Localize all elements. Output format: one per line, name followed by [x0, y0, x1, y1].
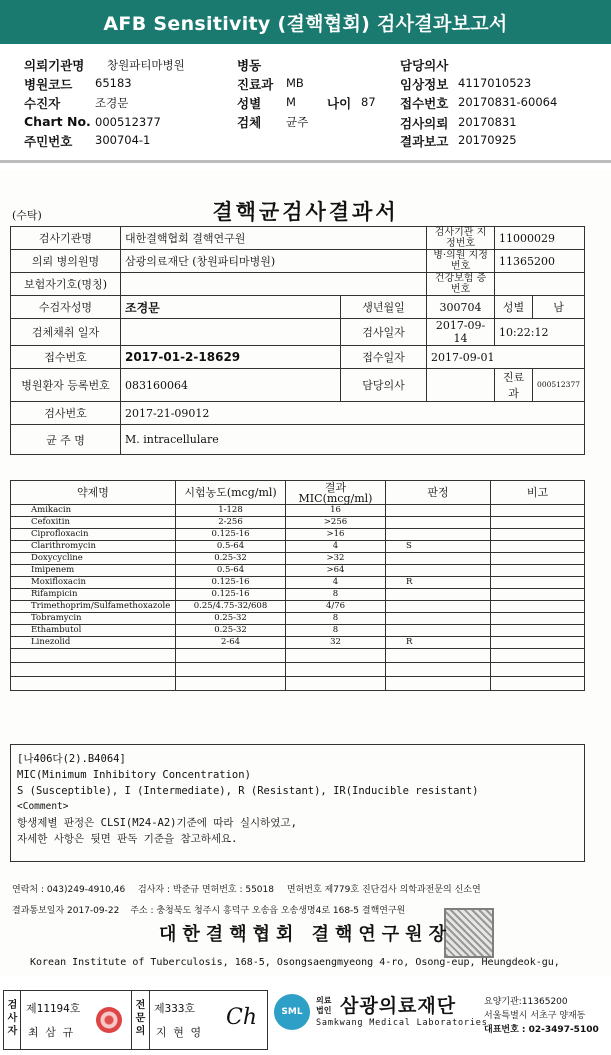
- birth-value: 300704: [427, 296, 495, 319]
- mic-empty-cell: [386, 677, 491, 691]
- dept-value: 000512377: [533, 369, 585, 402]
- hdr-value-specimen: 균주: [286, 115, 309, 129]
- hdr-label-client: 의뢰기관명: [24, 58, 85, 73]
- hdr-label-specimen: 검체: [237, 115, 262, 130]
- mic-drug: Tobramycin: [11, 613, 176, 625]
- mic-note: [491, 505, 585, 517]
- mic-note: [491, 541, 585, 553]
- receipt-date-label: 접수일자: [341, 346, 427, 369]
- remarks-box: [10, 744, 585, 862]
- mic-interp: [386, 565, 491, 577]
- mic-drug: Amikacin: [11, 505, 176, 517]
- mic-empty-cell: [386, 649, 491, 663]
- mic-empty-cell: [491, 663, 585, 677]
- strain-value: M. intracellulare: [121, 425, 585, 455]
- signature-box: [3, 990, 268, 1050]
- mic-row: [11, 625, 585, 637]
- mic-row: [11, 637, 585, 649]
- footer-date-line: [12, 903, 405, 916]
- hdr-value-clinical: 4117010523: [458, 76, 532, 90]
- patient-value: 조경문: [121, 296, 341, 319]
- mic-range: 0.125-16: [176, 589, 286, 601]
- hdr-label-doctor: 담당의사: [400, 58, 449, 73]
- mic-drug: Ethambutol: [11, 625, 176, 637]
- mic-note: [491, 637, 585, 649]
- mic-note: [491, 625, 585, 637]
- mic-drug: Linezolid: [11, 637, 176, 649]
- footer-examiner: 검사자 : 박준규 면허번호 : 55018: [138, 885, 274, 895]
- insurance-no-value: [495, 273, 585, 296]
- remarks-code: [나406다(2).B4064]: [17, 753, 126, 765]
- mic-range: 0.125-16: [176, 529, 286, 541]
- report-banner: AFB Sensitivity (결핵협회) 검사결과보고서: [0, 0, 611, 44]
- collect-label: 검체채취 일자: [11, 319, 121, 346]
- hdr-label-clinical: 임상정보: [400, 77, 449, 92]
- mic-empty-cell: [286, 649, 386, 663]
- mic-value: >64: [286, 565, 386, 577]
- client-label: 의뢰 병의원명: [11, 250, 121, 273]
- test-date-label: 검사일자: [341, 319, 427, 346]
- exam-org-no-value: 11000029: [495, 227, 585, 250]
- sex-value: 남: [533, 296, 585, 319]
- mic-value: 8: [286, 613, 386, 625]
- mic-interp: R: [386, 577, 491, 589]
- mic-value: 8: [286, 625, 386, 637]
- mic-interp: [386, 589, 491, 601]
- mic-note: [491, 553, 585, 565]
- mic-value: 4: [286, 541, 386, 553]
- hdr-label-patient: 수진자: [24, 96, 61, 111]
- footer-contact-line: [12, 882, 491, 895]
- remarks-mic: MIC(Minimum Inhibitory Concentration): [17, 769, 251, 781]
- specialist-name: 지 현 영: [156, 1026, 202, 1039]
- logo-sub-2: 법인: [316, 1006, 332, 1015]
- mic-interp: R: [386, 637, 491, 649]
- hdr-value-sex: M: [286, 95, 296, 109]
- reg-label: 병원환자 등록번호: [11, 369, 121, 402]
- consign-tag: (수탁): [12, 209, 42, 222]
- facility-code: 요양기관:11365200: [484, 997, 568, 1007]
- footer-report-date: 결과통보일자 2017-09-22: [12, 906, 120, 916]
- mic-empty-row: [11, 677, 585, 691]
- mic-empty-cell: [491, 677, 585, 691]
- mic-drug: Clarithromycin: [11, 541, 176, 553]
- hdr-label-report: 결과보고: [400, 134, 449, 149]
- receipt-date-value: 2017-09-01: [427, 346, 585, 369]
- mic-note: [491, 613, 585, 625]
- sex-label: 성별: [495, 296, 533, 319]
- logo-sub: [316, 996, 331, 1016]
- mic-row: [11, 601, 585, 613]
- mic-row: [11, 613, 585, 625]
- hdr-label-receipt: 접수번호: [400, 96, 449, 111]
- mic-header-mic: 결과 MIC(mcg/ml): [286, 481, 386, 505]
- hdr-label-ssn: 주민번호: [24, 134, 73, 149]
- logo-main: 삼광의료재단: [340, 995, 457, 1017]
- doctor-value: [427, 369, 495, 402]
- receipt-label: 접수번호: [11, 346, 121, 369]
- mic-range: 2-64: [176, 637, 286, 649]
- mic-interp: S: [386, 541, 491, 553]
- birth-label: 생년월일: [341, 296, 427, 319]
- client-no-label: 병·의원 지정번호: [427, 250, 495, 273]
- mic-interp: [386, 601, 491, 613]
- mic-empty-cell: [176, 663, 286, 677]
- examiner-seal: [96, 1007, 122, 1033]
- mic-note: [491, 601, 585, 613]
- client-no-value: 11365200: [495, 250, 585, 273]
- facility-phone: 대표번호 : 02-3497-5100: [484, 1025, 599, 1035]
- exam-org-value: 대한결핵협회 결핵연구원: [121, 227, 427, 250]
- mic-row: [11, 541, 585, 553]
- mic-header-note: 비고: [491, 481, 585, 505]
- remarks-legend: S (Susceptible), I (Intermediate), R (Resistant), IR(Inducible resistant): [17, 785, 479, 797]
- footer-address: 주소 : 충청북도 청주시 흥덕구 오송읍 오송생명4로 168-5 결핵연구원: [130, 906, 406, 916]
- mic-range: 0.25-32: [176, 625, 286, 637]
- mic-range: 0.25/4.75-32/608: [176, 601, 286, 613]
- mic-note: [491, 517, 585, 529]
- doctor-label: 담당의사: [341, 369, 427, 402]
- institute-name: 대한결핵협회 결핵연구원장: [159, 924, 452, 945]
- mic-interp: [386, 613, 491, 625]
- specialist-license-no: 제333호: [154, 1002, 196, 1015]
- strain-label: 균 주 명: [11, 425, 121, 455]
- mic-empty-row: [11, 663, 585, 677]
- mic-note: [491, 577, 585, 589]
- mic-row: [11, 505, 585, 517]
- mic-interp: [386, 625, 491, 637]
- hdr-value-patient: 조경문: [95, 96, 129, 110]
- mic-drug: Trimethoprim/Sulfamethoxazole: [11, 601, 176, 613]
- footer-license: 면허번호 제779호 진단검사 의학과전문의 신소연: [286, 885, 481, 895]
- mic-drug: Imipenem: [11, 565, 176, 577]
- examiner-license-no: 제11194호: [26, 1002, 81, 1015]
- mic-interp: [386, 553, 491, 565]
- mic-empty-cell: [11, 649, 176, 663]
- hdr-value-request: 20170831: [458, 115, 517, 129]
- logo-english: Samkwang Medical Laboratories: [316, 1018, 488, 1028]
- client-value: 삼광의료재단 (창원파티마병원): [121, 250, 427, 273]
- mic-range: 0.5-64: [176, 541, 286, 553]
- mic-empty-cell: [176, 649, 286, 663]
- remarks-comment-label: <Comment>: [17, 801, 69, 812]
- reg-value: 083160064: [121, 369, 341, 402]
- insurance-value: [121, 273, 427, 296]
- mic-note: [491, 589, 585, 601]
- hdr-value-report: 20170925: [458, 133, 517, 147]
- mic-empty-cell: [176, 677, 286, 691]
- mic-interp: [386, 505, 491, 517]
- mic-drug: Rifampicin: [11, 589, 176, 601]
- patient-label: 수검자성명: [11, 296, 121, 319]
- mic-value: 4: [286, 577, 386, 589]
- mic-header-range: 시험농도(mcg/ml): [176, 481, 286, 505]
- hdr-label-hospital-code: 병원코드: [24, 77, 73, 92]
- mic-empty-row: [11, 649, 585, 663]
- mic-interp: [386, 517, 491, 529]
- exam-no-value: 2017-21-09012: [121, 402, 585, 425]
- mic-value: 4/76: [286, 601, 386, 613]
- mic-value: 32: [286, 637, 386, 649]
- mic-note: [491, 565, 585, 577]
- hdr-label-chart: Chart No.: [24, 114, 91, 129]
- mic-range: 0.25-32: [176, 553, 286, 565]
- institute-english: Korean Institute of Tuberculosis, 168-5, Osongsaengmyeong 4-ro, Osong-eup, Heungdeok-gu,: [30, 957, 560, 968]
- hdr-value-dept: MB: [286, 76, 304, 90]
- mic-row: [11, 529, 585, 541]
- hdr-label-sex: 성별: [237, 96, 262, 111]
- mic-row: [11, 553, 585, 565]
- bottom-bar: [0, 986, 611, 1055]
- remarks-comment-2: 자세한 사항은 뒷면 판독 기준을 참고하세요.: [17, 833, 238, 845]
- scanned-report: [0, 170, 611, 975]
- hdr-value-age: 87: [361, 95, 376, 109]
- mic-drug: Ciprofloxacin: [11, 529, 176, 541]
- mic-range: 0.25-32: [176, 613, 286, 625]
- mic-value: >32: [286, 553, 386, 565]
- header-info: [0, 52, 611, 156]
- exam-org-label: 검사기관명: [11, 227, 121, 250]
- mic-empty-cell: [491, 649, 585, 663]
- logo-sub-1: 의료: [316, 996, 332, 1005]
- mic-interp: [386, 529, 491, 541]
- mic-empty-cell: [286, 677, 386, 691]
- mic-value: >256: [286, 517, 386, 529]
- specialist-vertical-label: 전문의: [135, 1000, 146, 1037]
- sml-logo-icon: SML: [274, 994, 310, 1030]
- mic-empty-cell: [386, 663, 491, 677]
- mic-empty-cell: [11, 663, 176, 677]
- hdr-value-receipt: 20170831-60064: [458, 95, 558, 109]
- mic-drug: Cefoxitin: [11, 517, 176, 529]
- patient-info-table: [10, 226, 585, 455]
- mic-range: 0.125-16: [176, 577, 286, 589]
- mic-row: [11, 565, 585, 577]
- examiner-vertical-label: 검사자: [7, 1000, 18, 1037]
- mic-range: 2-256: [176, 517, 286, 529]
- mic-table: [10, 480, 585, 691]
- mic-row: [11, 589, 585, 601]
- footer-contact: 연락처 : 043)249-4910,46: [12, 885, 126, 895]
- mic-row: [11, 517, 585, 529]
- mic-range: 0.5-64: [176, 565, 286, 577]
- hdr-value-chart: 000512377: [95, 115, 161, 129]
- hdr-label-dept: 진료과: [237, 77, 274, 92]
- insurance-label: 보험자기호(명칭): [11, 273, 121, 296]
- examiner-name: 최 삼 규: [28, 1026, 74, 1039]
- header-divider: [0, 160, 611, 163]
- mic-drug: Moxifloxacin: [11, 577, 176, 589]
- remarks-comment-1: 항생제별 판정은 CLSI(M24-A2)기준에 따라 실시하였고,: [17, 817, 297, 829]
- exam-org-no-label: 검사기관 지정번호: [427, 227, 495, 250]
- mic-value: 16: [286, 505, 386, 517]
- hdr-value-ssn: 300704-1: [95, 133, 151, 147]
- insurance-no-label: 건강보험 증번호: [427, 273, 495, 296]
- mic-note: [491, 529, 585, 541]
- hdr-value-hospital-code: 65183: [95, 76, 132, 90]
- facility-address: 서울특별시 서초구 양재동: [484, 1011, 586, 1021]
- hdr-value-client: 창원파티마병원: [107, 58, 185, 72]
- mic-empty-cell: [286, 663, 386, 677]
- mic-header-interp: 판정: [386, 481, 491, 505]
- mic-value: >16: [286, 529, 386, 541]
- mic-empty-cell: [11, 677, 176, 691]
- test-date-value: 2017-09-14: [427, 319, 495, 346]
- exam-no-label: 검사번호: [11, 402, 121, 425]
- receipt-value: 2017-01-2-18629: [121, 346, 341, 369]
- collect-value: [121, 319, 341, 346]
- hdr-label-request: 검사의뢰: [400, 116, 449, 131]
- hdr-label-age: 나이: [327, 96, 352, 111]
- mic-value: 8: [286, 589, 386, 601]
- mic-header-drug: 약제명: [11, 481, 176, 505]
- mic-drug: Doxycycline: [11, 553, 176, 565]
- mic-range: 1-128: [176, 505, 286, 517]
- mic-row: [11, 577, 585, 589]
- specialist-signature: Ch: [226, 1005, 258, 1030]
- hdr-label-ward: 병동: [237, 58, 262, 73]
- dept-label: 진료과: [495, 369, 533, 402]
- report-title: 결핵균검사결과서: [212, 199, 399, 224]
- test-time-value: 10:22:12: [495, 319, 585, 346]
